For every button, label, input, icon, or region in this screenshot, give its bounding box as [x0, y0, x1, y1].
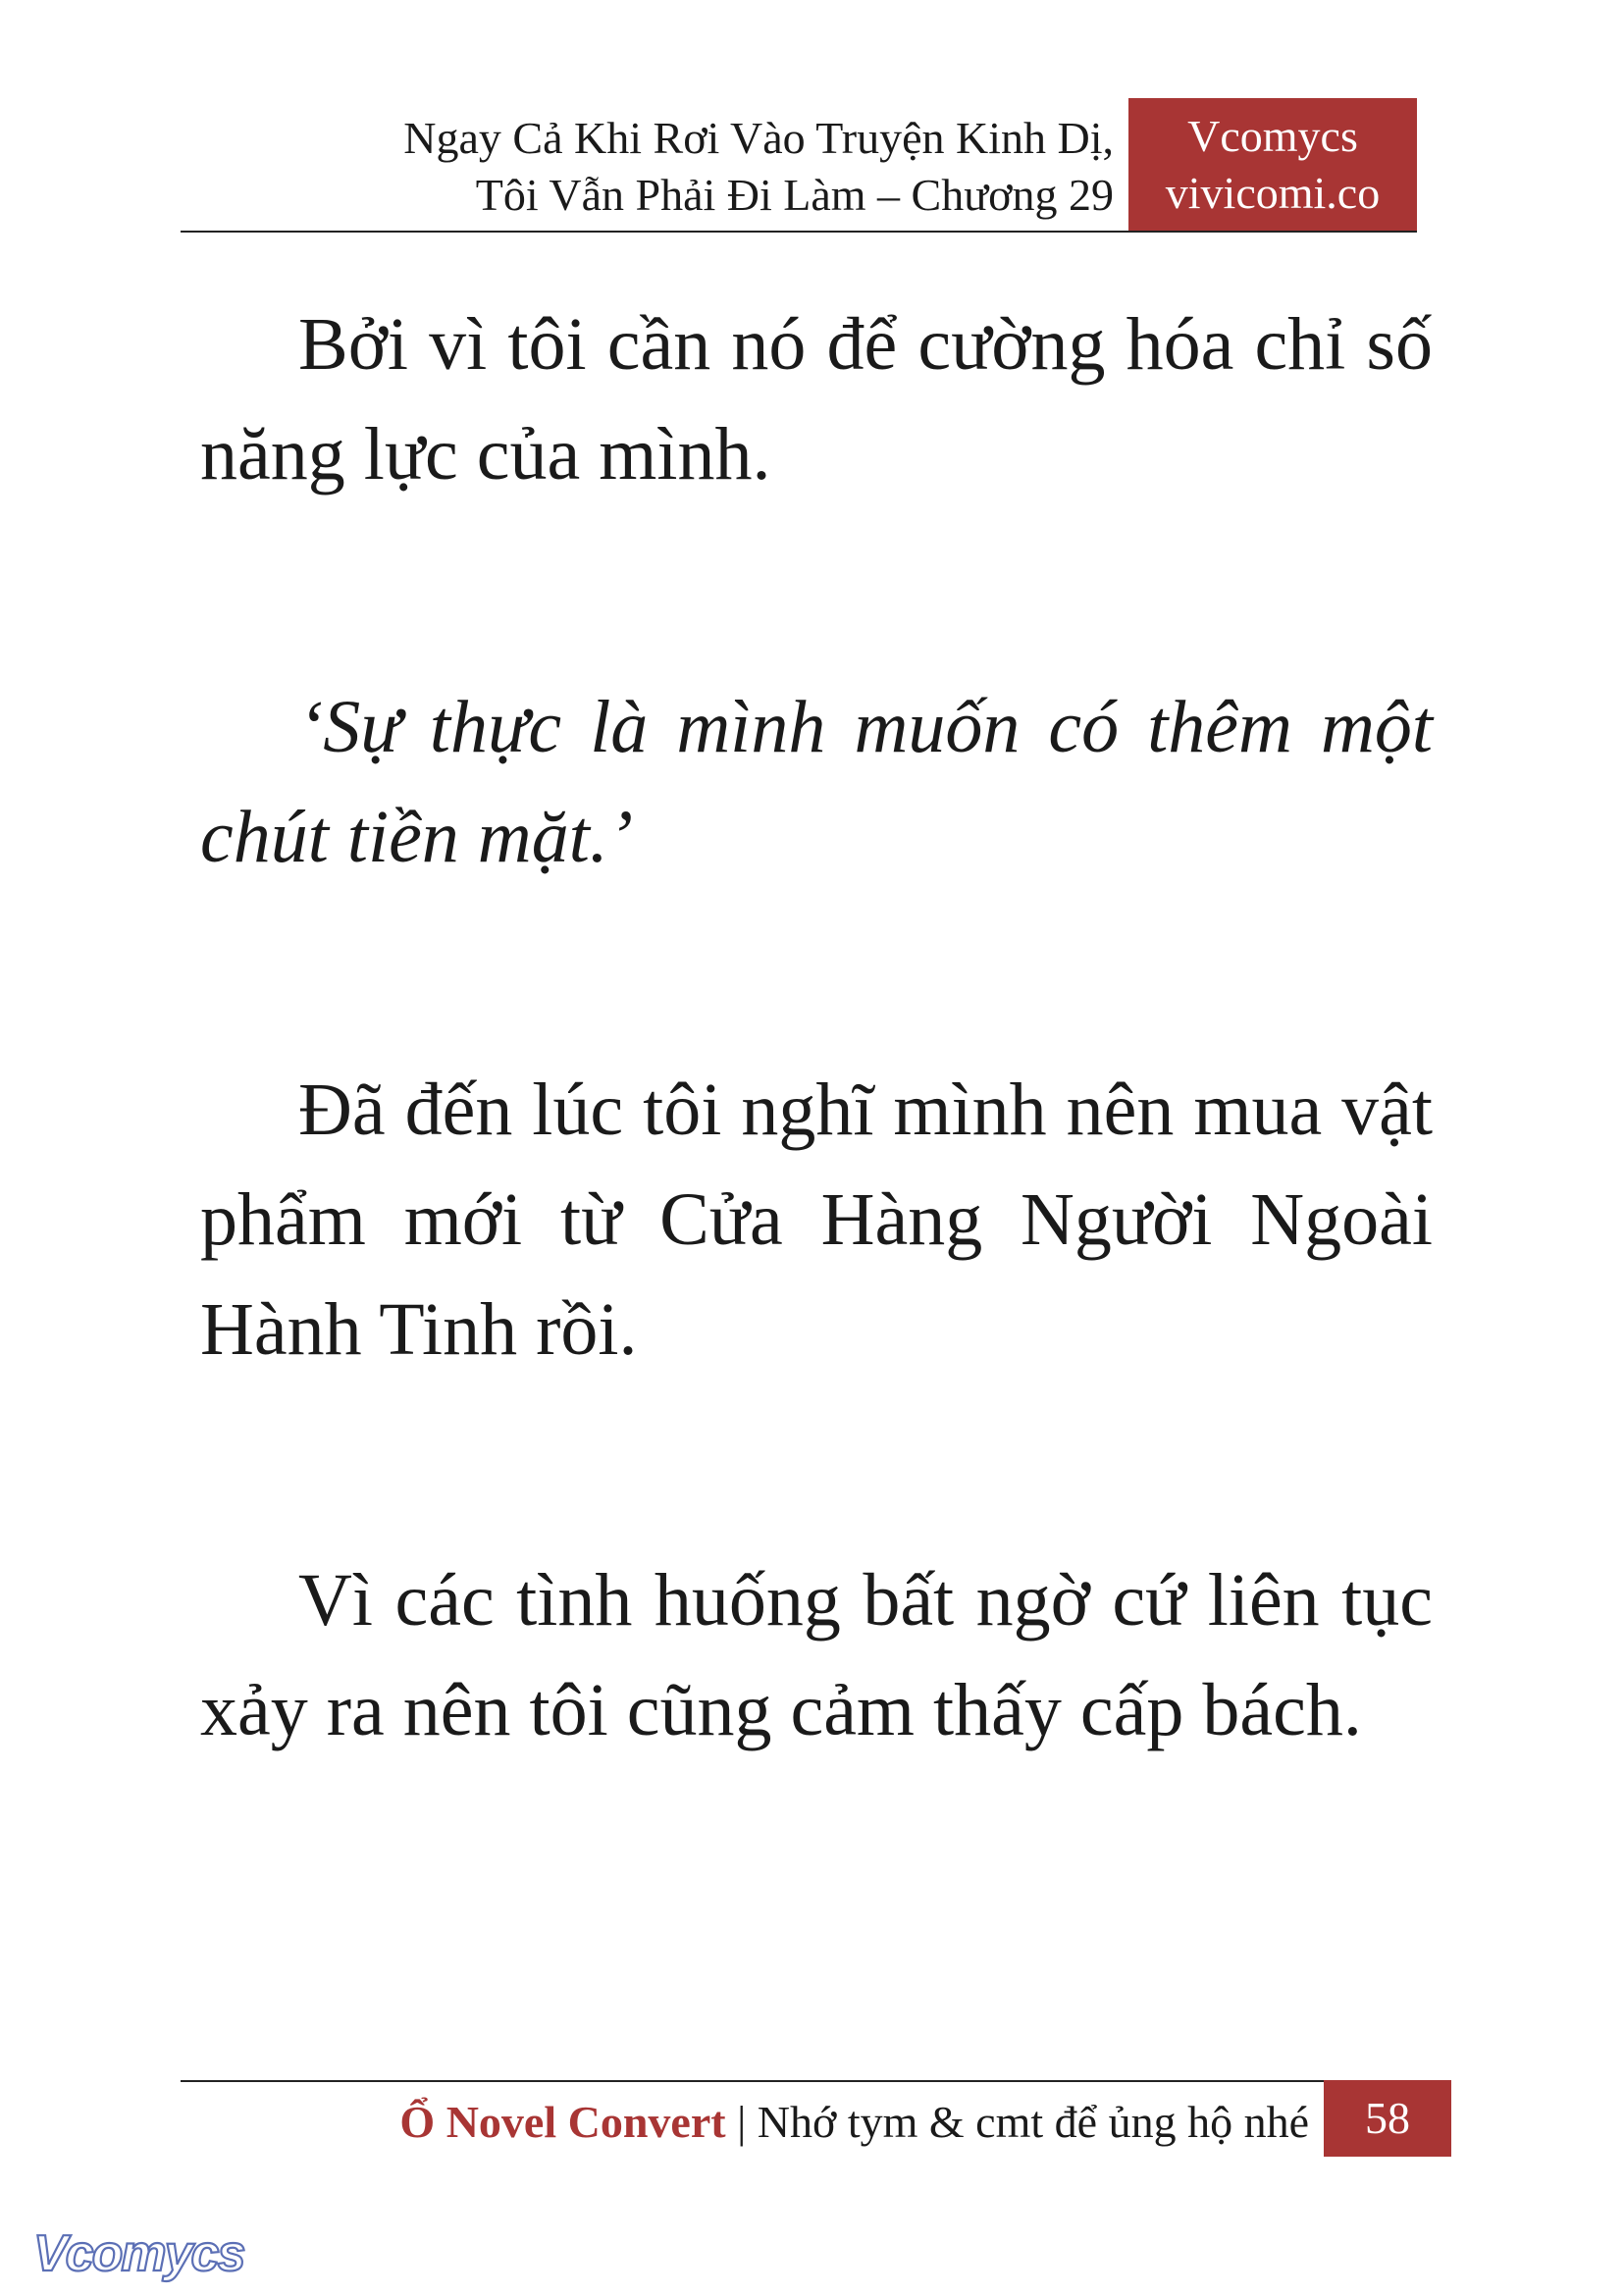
- header-brand-name: Vcomycs: [1187, 111, 1358, 161]
- paragraph-2-thought: ‘Sự thực là mình muốn có thêm một chút tiền mặt.’: [200, 686, 1433, 878]
- watermark-logo-text: Vcomycs: [33, 2225, 244, 2282]
- page-number-box: [1324, 2080, 1451, 2157]
- paragraph-1: Bởi vì tôi cần nó để cường hóa chỉ số năng lực của mình.: [200, 303, 1433, 496]
- header-title-line-1: Ngay Cả Khi Rơi Vào Truyện Kinh Dị,: [403, 113, 1114, 163]
- vcomycs-watermark-logo: [29, 2219, 255, 2286]
- footer-note: Nhớ tym & cmt để ủng hộ nhé: [757, 2097, 1309, 2147]
- header-divider: [181, 231, 1417, 233]
- footer-brand: Ổ Novel Convert: [399, 2097, 726, 2147]
- header-brand-site: vivicomi.co: [1165, 168, 1381, 218]
- paragraph-3: Đã đến lúc tôi nghĩ mình nên mua vật phẩm mới từ Cửa Hàng Người Ngoài Hành Tinh rồi.: [200, 1069, 1433, 1371]
- header-title-line-2: Tôi Vẫn Phải Đi Làm – Chương 29: [475, 170, 1114, 220]
- paragraph-4: Vì các tình huống bất ngờ cứ liên tục xảy ra nên tôi cũng cảm thấy cấp bách.: [200, 1559, 1433, 1751]
- page-number: 58: [1365, 2093, 1410, 2143]
- footer-divider: [181, 2080, 1324, 2082]
- footer-line: [181, 2093, 1309, 2152]
- footer-separator: |: [737, 2097, 747, 2147]
- header-brand-box: [1128, 98, 1417, 232]
- running-header-title: [177, 110, 1114, 224]
